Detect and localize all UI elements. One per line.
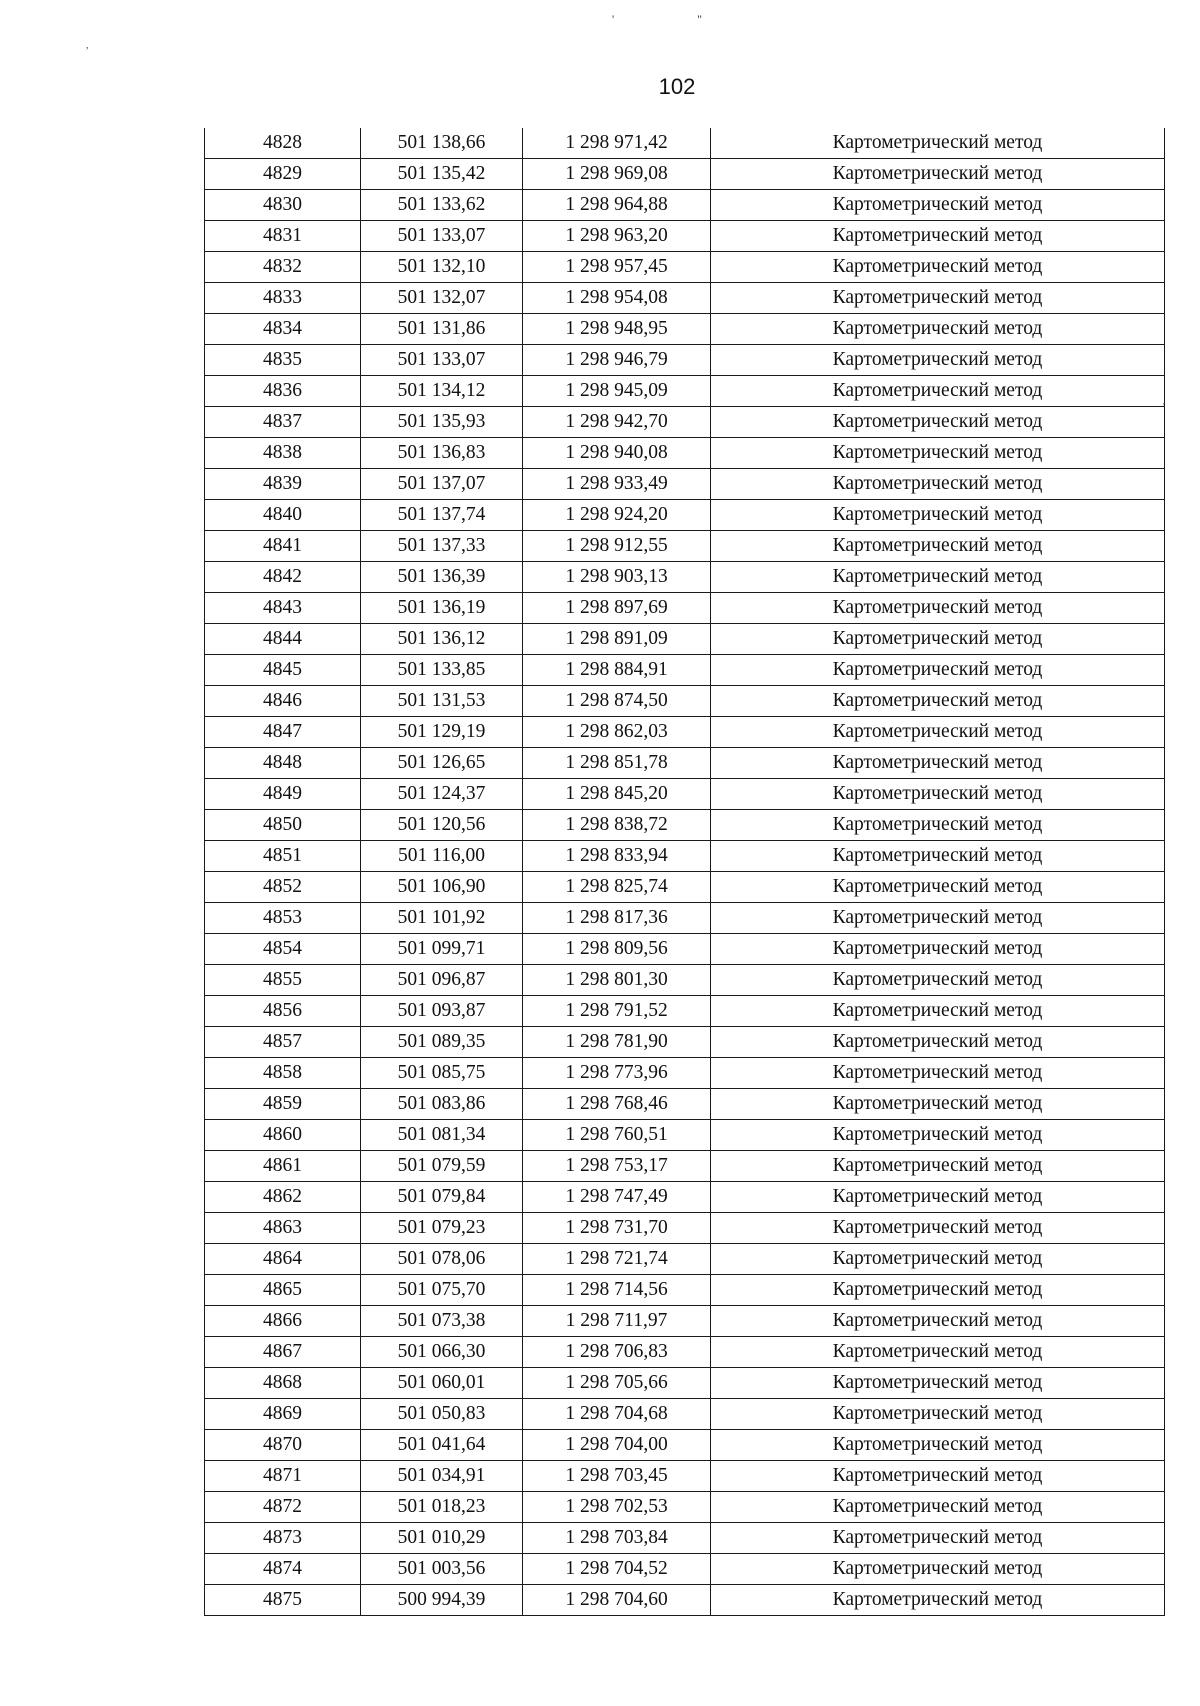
y-coordinate-cell: 1 298 903,13 [523,562,711,593]
method-cell: Картометрический метод [711,1399,1165,1430]
x-coordinate-cell: 501 138,66 [361,128,523,159]
method-cell: Картометрический метод [711,128,1165,159]
point-number-cell: 4862 [205,1182,361,1213]
point-number-cell: 4828 [205,128,361,159]
table-row [205,1244,1165,1275]
x-coordinate-cell: 501 131,86 [361,314,523,345]
y-coordinate-cell: 1 298 703,45 [523,1461,711,1492]
table-row [205,1585,1165,1616]
y-coordinate-cell: 1 298 942,70 [523,407,711,438]
table-row [205,500,1165,531]
x-coordinate-cell: 501 081,34 [361,1120,523,1151]
point-number-cell: 4833 [205,283,361,314]
y-coordinate-cell: 1 298 912,55 [523,531,711,562]
method-cell: Картометрический метод [711,934,1165,965]
method-cell: Картометрический метод [711,345,1165,376]
y-coordinate-cell: 1 298 945,09 [523,376,711,407]
point-number-cell: 4844 [205,624,361,655]
x-coordinate-cell: 501 099,71 [361,934,523,965]
table-row [205,314,1165,345]
table-row [205,407,1165,438]
y-coordinate-cell: 1 298 714,56 [523,1275,711,1306]
point-number-cell: 4875 [205,1585,361,1616]
method-cell: Картометрический метод [711,686,1165,717]
x-coordinate-cell: 501 041,64 [361,1430,523,1461]
y-coordinate-cell: 1 298 946,79 [523,345,711,376]
table-row [205,469,1165,500]
table-row [205,1058,1165,1089]
y-coordinate-cell: 1 298 838,72 [523,810,711,841]
table-row [205,779,1165,810]
x-coordinate-cell: 501 132,07 [361,283,523,314]
table-row [205,1337,1165,1368]
point-number-cell: 4843 [205,593,361,624]
method-cell: Картометрический метод [711,1089,1165,1120]
point-number-cell: 4860 [205,1120,361,1151]
y-coordinate-cell: 1 298 704,60 [523,1585,711,1616]
table-row [205,903,1165,934]
x-coordinate-cell: 501 075,70 [361,1275,523,1306]
x-coordinate-cell: 501 133,62 [361,190,523,221]
method-cell: Картометрический метод [711,283,1165,314]
method-cell: Картометрический метод [711,624,1165,655]
point-number-cell: 4841 [205,531,361,562]
point-number-cell: 4832 [205,252,361,283]
x-coordinate-cell: 501 131,53 [361,686,523,717]
y-coordinate-cell: 1 298 753,17 [523,1151,711,1182]
y-coordinate-cell: 1 298 963,20 [523,221,711,252]
x-coordinate-cell: 501 106,90 [361,872,523,903]
method-cell: Картометрический метод [711,221,1165,252]
x-coordinate-cell: 501 066,30 [361,1337,523,1368]
method-cell: Картометрический метод [711,469,1165,500]
point-number-cell: 4867 [205,1337,361,1368]
y-coordinate-cell: 1 298 721,74 [523,1244,711,1275]
x-coordinate-cell: 501 079,23 [361,1213,523,1244]
x-coordinate-cell: 501 083,86 [361,1089,523,1120]
x-coordinate-cell: 501 085,75 [361,1058,523,1089]
method-cell: Картометрический метод [711,438,1165,469]
method-cell: Картометрический метод [711,159,1165,190]
y-coordinate-cell: 1 298 703,84 [523,1523,711,1554]
table-row [205,1275,1165,1306]
y-coordinate-cell: 1 298 833,94 [523,841,711,872]
point-number-cell: 4847 [205,717,361,748]
table-row [205,841,1165,872]
point-number-cell: 4858 [205,1058,361,1089]
table-row [205,1182,1165,1213]
table-row [205,872,1165,903]
x-coordinate-cell: 501 135,42 [361,159,523,190]
y-coordinate-cell: 1 298 845,20 [523,779,711,810]
point-number-cell: 4861 [205,1151,361,1182]
point-number-cell: 4865 [205,1275,361,1306]
point-number-cell: 4866 [205,1306,361,1337]
point-number-cell: 4839 [205,469,361,500]
x-coordinate-cell: 501 089,35 [361,1027,523,1058]
table-row [205,1492,1165,1523]
y-coordinate-cell: 1 298 897,69 [523,593,711,624]
x-coordinate-cell: 501 050,83 [361,1399,523,1430]
y-coordinate-cell: 1 298 862,03 [523,717,711,748]
point-number-cell: 4831 [205,221,361,252]
table-row [205,128,1165,159]
point-number-cell: 4838 [205,438,361,469]
x-coordinate-cell: 501 132,10 [361,252,523,283]
method-cell: Картометрический метод [711,1492,1165,1523]
method-cell: Картометрический метод [711,1244,1165,1275]
x-coordinate-cell: 501 126,65 [361,748,523,779]
method-cell: Картометрический метод [711,903,1165,934]
table-row [205,1120,1165,1151]
method-cell: Картометрический метод [711,376,1165,407]
point-number-cell: 4830 [205,190,361,221]
point-number-cell: 4848 [205,748,361,779]
y-coordinate-cell: 1 298 851,78 [523,748,711,779]
point-number-cell: 4869 [205,1399,361,1430]
method-cell: Картометрический метод [711,1523,1165,1554]
x-coordinate-cell: 501 079,59 [361,1151,523,1182]
x-coordinate-cell: 500 994,39 [361,1585,523,1616]
table-row [205,1523,1165,1554]
y-coordinate-cell: 1 298 747,49 [523,1182,711,1213]
point-number-cell: 4845 [205,655,361,686]
table-row [205,717,1165,748]
method-cell: Картометрический метод [711,1027,1165,1058]
point-number-cell: 4870 [205,1430,361,1461]
table-row [205,345,1165,376]
x-coordinate-cell: 501 034,91 [361,1461,523,1492]
point-number-cell: 4851 [205,841,361,872]
y-coordinate-cell: 1 298 874,50 [523,686,711,717]
method-cell: Картометрический метод [711,717,1165,748]
table-row [205,562,1165,593]
point-number-cell: 4855 [205,965,361,996]
y-coordinate-cell: 1 298 948,95 [523,314,711,345]
method-cell: Картометрический метод [711,1213,1165,1244]
method-cell: Картометрический метод [711,531,1165,562]
table-row [205,934,1165,965]
method-cell: Картометрический метод [711,655,1165,686]
point-number-cell: 4846 [205,686,361,717]
y-coordinate-cell: 1 298 791,52 [523,996,711,1027]
y-coordinate-cell: 1 298 706,83 [523,1337,711,1368]
x-coordinate-cell: 501 124,37 [361,779,523,810]
method-cell: Картометрический метод [711,810,1165,841]
x-coordinate-cell: 501 073,38 [361,1306,523,1337]
point-number-cell: 4834 [205,314,361,345]
table-row [205,655,1165,686]
x-coordinate-cell: 501 120,56 [361,810,523,841]
y-coordinate-cell: 1 298 969,08 [523,159,711,190]
method-cell: Картометрический метод [711,190,1165,221]
scan-artifact-marks: ' " [612,12,743,26]
table-row [205,376,1165,407]
method-cell: Картометрический метод [711,593,1165,624]
table-row [205,1399,1165,1430]
method-cell: Картометрический метод [711,562,1165,593]
x-coordinate-cell: 501 079,84 [361,1182,523,1213]
method-cell: Картометрический метод [711,1151,1165,1182]
x-coordinate-cell: 501 101,92 [361,903,523,934]
table-row [205,283,1165,314]
table-row [205,252,1165,283]
coordinates-table [204,128,1165,1616]
y-coordinate-cell: 1 298 705,66 [523,1368,711,1399]
point-number-cell: 4859 [205,1089,361,1120]
point-number-cell: 4836 [205,376,361,407]
method-cell: Картометрический метод [711,407,1165,438]
point-number-cell: 4853 [205,903,361,934]
method-cell: Картометрический метод [711,748,1165,779]
point-number-cell: 4829 [205,159,361,190]
table-row [205,159,1165,190]
point-number-cell: 4854 [205,934,361,965]
y-coordinate-cell: 1 298 702,53 [523,1492,711,1523]
point-number-cell: 4835 [205,345,361,376]
table-row [205,1213,1165,1244]
scan-artifact-side: ' [1163,402,1165,413]
table-row [205,996,1165,1027]
method-cell: Картометрический метод [711,996,1165,1027]
table-row [205,624,1165,655]
y-coordinate-cell: 1 298 884,91 [523,655,711,686]
x-coordinate-cell: 501 137,74 [361,500,523,531]
method-cell: Картометрический метод [711,1182,1165,1213]
point-number-cell: 4872 [205,1492,361,1523]
method-cell: Картометрический метод [711,779,1165,810]
y-coordinate-cell: 1 298 711,97 [523,1306,711,1337]
point-number-cell: 4856 [205,996,361,1027]
point-number-cell: 4849 [205,779,361,810]
y-coordinate-cell: 1 298 768,46 [523,1089,711,1120]
y-coordinate-cell: 1 298 817,36 [523,903,711,934]
table-row [205,531,1165,562]
y-coordinate-cell: 1 298 957,45 [523,252,711,283]
page-number: 102 [658,74,696,99]
coordinates-table-body [205,128,1165,1616]
table-row [205,1089,1165,1120]
method-cell: Картометрический метод [711,1368,1165,1399]
table-row [205,1368,1165,1399]
x-coordinate-cell: 501 136,83 [361,438,523,469]
method-cell: Картометрический метод [711,1461,1165,1492]
x-coordinate-cell: 501 060,01 [361,1368,523,1399]
y-coordinate-cell: 1 298 954,08 [523,283,711,314]
table-row [205,965,1165,996]
method-cell: Картометрический метод [711,1585,1165,1616]
y-coordinate-cell: 1 298 891,09 [523,624,711,655]
x-coordinate-cell: 501 133,07 [361,221,523,252]
x-coordinate-cell: 501 137,33 [361,531,523,562]
point-number-cell: 4873 [205,1523,361,1554]
y-coordinate-cell: 1 298 704,00 [523,1430,711,1461]
method-cell: Картометрический метод [711,1306,1165,1337]
method-cell: Картометрический метод [711,1058,1165,1089]
method-cell: Картометрический метод [711,841,1165,872]
x-coordinate-cell: 501 093,87 [361,996,523,1027]
table-row [205,221,1165,252]
x-coordinate-cell: 501 078,06 [361,1244,523,1275]
point-number-cell: 4871 [205,1461,361,1492]
x-coordinate-cell: 501 136,39 [361,562,523,593]
table-row [205,190,1165,221]
point-number-cell: 4868 [205,1368,361,1399]
point-number-cell: 4857 [205,1027,361,1058]
method-cell: Картометрический метод [711,314,1165,345]
method-cell: Картометрический метод [711,500,1165,531]
point-number-cell: 4852 [205,872,361,903]
x-coordinate-cell: 501 003,56 [361,1554,523,1585]
y-coordinate-cell: 1 298 825,74 [523,872,711,903]
x-coordinate-cell: 501 135,93 [361,407,523,438]
point-number-cell: 4837 [205,407,361,438]
point-number-cell: 4874 [205,1554,361,1585]
point-number-cell: 4850 [205,810,361,841]
point-number-cell: 4840 [205,500,361,531]
method-cell: Картометрический метод [711,1430,1165,1461]
table-row [205,748,1165,779]
y-coordinate-cell: 1 298 933,49 [523,469,711,500]
method-cell: Картометрический метод [711,1337,1165,1368]
y-coordinate-cell: 1 298 801,30 [523,965,711,996]
method-cell: Картометрический метод [711,965,1165,996]
x-coordinate-cell: 501 137,07 [361,469,523,500]
table-row [205,1306,1165,1337]
x-coordinate-cell: 501 129,19 [361,717,523,748]
y-coordinate-cell: 1 298 940,08 [523,438,711,469]
table-row [205,438,1165,469]
y-coordinate-cell: 1 298 781,90 [523,1027,711,1058]
method-cell: Картометрический метод [711,872,1165,903]
method-cell: Картометрический метод [711,1275,1165,1306]
x-coordinate-cell: 501 096,87 [361,965,523,996]
method-cell: Картометрический метод [711,1554,1165,1585]
x-coordinate-cell: 501 018,23 [361,1492,523,1523]
x-coordinate-cell: 501 136,12 [361,624,523,655]
x-coordinate-cell: 501 134,12 [361,376,523,407]
table-row [205,1430,1165,1461]
y-coordinate-cell: 1 298 731,70 [523,1213,711,1244]
scan-artifact-corner: , [86,40,89,51]
x-coordinate-cell: 501 136,19 [361,593,523,624]
table-row [205,1554,1165,1585]
table-row [205,1461,1165,1492]
table-row [205,593,1165,624]
y-coordinate-cell: 1 298 704,52 [523,1554,711,1585]
x-coordinate-cell: 501 133,85 [361,655,523,686]
x-coordinate-cell: 501 116,00 [361,841,523,872]
y-coordinate-cell: 1 298 964,88 [523,190,711,221]
method-cell: Картометрический метод [711,252,1165,283]
point-number-cell: 4863 [205,1213,361,1244]
x-coordinate-cell: 501 133,07 [361,345,523,376]
point-number-cell: 4842 [205,562,361,593]
y-coordinate-cell: 1 298 809,56 [523,934,711,965]
table-row [205,686,1165,717]
table-row [205,810,1165,841]
x-coordinate-cell: 501 010,29 [361,1523,523,1554]
y-coordinate-cell: 1 298 773,96 [523,1058,711,1089]
method-cell: Картометрический метод [711,1120,1165,1151]
y-coordinate-cell: 1 298 971,42 [523,128,711,159]
y-coordinate-cell: 1 298 924,20 [523,500,711,531]
table-row [205,1027,1165,1058]
table-row [205,1151,1165,1182]
y-coordinate-cell: 1 298 760,51 [523,1120,711,1151]
point-number-cell: 4864 [205,1244,361,1275]
y-coordinate-cell: 1 298 704,68 [523,1399,711,1430]
